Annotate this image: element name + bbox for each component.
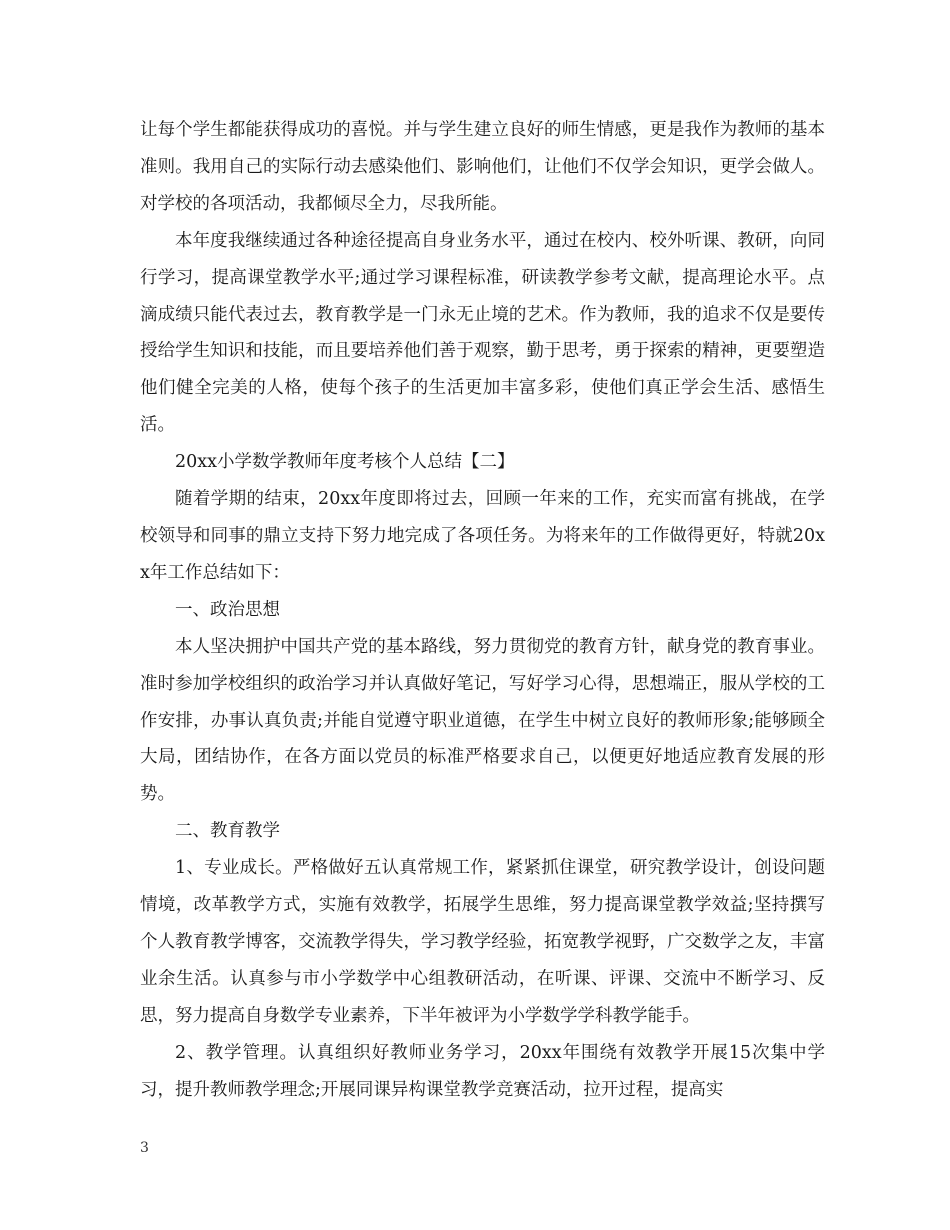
paragraph-politics: 本人坚决拥护中国共产党的基本路线，努力贯彻党的教育方针，献身党的教育事业。准时参加学校组织的政治学习并认真做好笔记，写好学习心得，思想端正，服从学校的工作安排，办事认真负责;并能自觉遵守职业道德，在学生中树立良好的教师形象;能够顾全大局，团结协作，在各方面以党员的标准严格要求自己，以便更好地适应教育发展的形势。 bbox=[140, 636, 825, 805]
heading-teaching: 二、教育教学 bbox=[175, 821, 280, 842]
paragraph-1: 让每个学生都能获得成功的喜悦。并与学生建立良好的师生情感，更是我作为教师的基本准则。我用自己的实际行动去感染他们、影响他们，让他们不仅学会知识，更学会做人。对学校的各项活动，我都倾尽全力，尽我所能。 bbox=[140, 120, 825, 214]
heading-politics: 一、政治思想 bbox=[175, 599, 280, 620]
paragraph-2: 本年度我继续通过各种途径提高自身业务水平，通过在校内、校外听课、教研，向同行学习，提高课堂教学水平;通过学习课程标准，研读教学参考文献，提高理论水平。点滴成绩只能代表过去，教育教学是一门永无止境的艺术。作为教师，我的追求不仅是要传授给学生知识和技能，而且要培养他们善于观察，勤于思考，勇于探索的精神，更要塑造他们健全完美的人格，使每个孩子的生活更加丰富多彩，使他们真正学会生活、感悟生活。 bbox=[140, 230, 825, 436]
section-title: 20xx小学数学教师年度考核个人总结【二】 bbox=[175, 452, 515, 473]
paragraph-intro: 随着学期的结束，20xx年度即将过去，回顾一年来的工作，充实而富有挑战，在学校领导和同事的鼎立支持下努力地完成了各项任务。为将来年的工作做得更好，特就20xx年工作总结如下： bbox=[140, 489, 825, 583]
page-number: 3 bbox=[140, 1140, 149, 1156]
document-body bbox=[140, 112, 825, 1108]
paragraph-teaching-management: 2、教学管理。认真组织好教师业务学习，20xx年围绕有效教学开展15次集中学习，提升教师教学理念;开展同课异构课堂教学竞赛活动，拉开过程，提高实 bbox=[140, 1042, 825, 1100]
paragraph-professional-growth: 1、专业成长。严格做好五认真常规工作，紧紧抓住课堂，研究教学设计，创设问题情境，改革教学方式，实施有效教学，拓展学生思维，努力提高课堂教学效益;坚持撰写个人教育教学博客，交流教学得失，学习教学经验，拓宽教学视野，广交数学之友，丰富业余生活。认真参与市小学数学中心组教研活动，在听课、评课、交流中不断学习、反思，努力提高自身数学专业素养，下半年被评为小学数学学科教学能手。 bbox=[140, 858, 825, 1026]
